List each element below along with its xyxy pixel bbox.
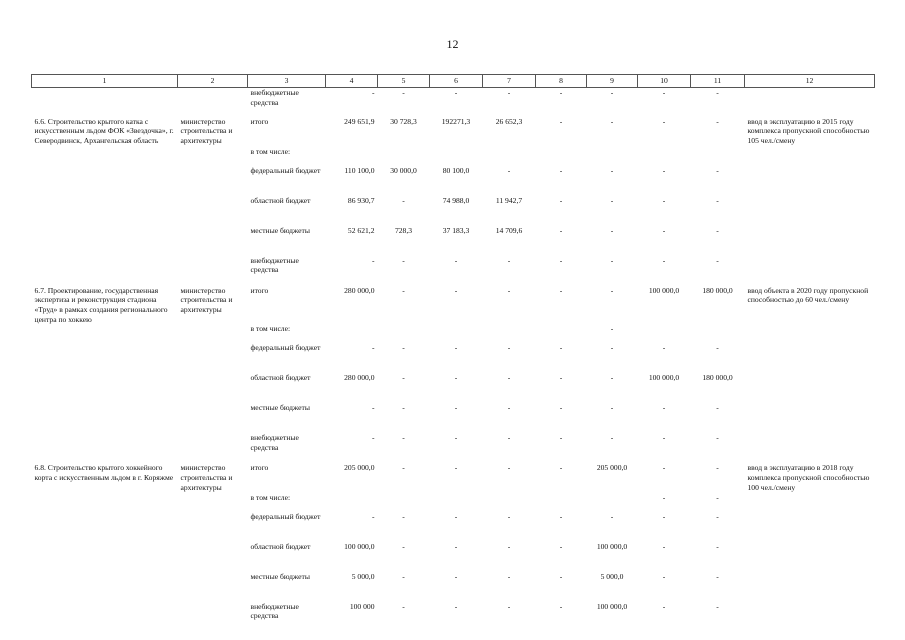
funding-source: внебюджетные средства bbox=[250, 255, 299, 275]
funding-source: федеральный бюджет bbox=[250, 343, 321, 353]
amount-cell: - bbox=[610, 343, 614, 353]
amount-cell: - bbox=[507, 403, 511, 413]
amount-cell: 100 000,0 bbox=[648, 373, 680, 383]
amount-cell: 52 621,2 bbox=[347, 225, 375, 235]
amount-cell: - bbox=[610, 116, 614, 126]
measure-name bbox=[32, 256, 178, 286]
measure-name bbox=[32, 542, 178, 572]
amount-cell: - bbox=[662, 195, 666, 205]
table-row bbox=[32, 373, 875, 403]
amount-cell: - bbox=[507, 255, 511, 265]
amount-cell: 80 100,0 bbox=[442, 165, 470, 175]
funding-source: местные бюджеты bbox=[250, 403, 310, 413]
table-row bbox=[32, 166, 875, 196]
funding-source: в том числе: bbox=[250, 324, 291, 334]
amount-cell: - bbox=[507, 88, 511, 97]
amount-cell: - bbox=[662, 433, 666, 443]
amount-cell: 74 988,0 bbox=[442, 195, 470, 205]
measure-name: 6.7. Проектирование, государственная экспертиза и реконструкция стадиона «Труд» в рамках создания регионального центра по хоккею bbox=[34, 285, 168, 324]
amount-cell: 100 000,0 bbox=[596, 541, 628, 551]
amount-cell: - bbox=[371, 88, 375, 97]
amount-cell: - bbox=[662, 541, 666, 551]
amount-cell: 110 100,0 bbox=[344, 165, 375, 175]
amount-cell: - bbox=[454, 601, 458, 611]
amount-cell: 14 709,6 bbox=[495, 225, 523, 235]
funding-source: итого bbox=[250, 116, 269, 126]
amount-cell: - bbox=[610, 433, 614, 443]
amount-cell: - bbox=[716, 88, 719, 97]
amount-cell bbox=[587, 493, 638, 512]
funding-source: в том числе: bbox=[250, 492, 291, 502]
table-row bbox=[32, 433, 875, 463]
amount-cell: - bbox=[507, 571, 511, 581]
funding-source: итого bbox=[250, 463, 269, 473]
measure-name bbox=[32, 343, 178, 373]
amount-cell: 728,3 bbox=[394, 225, 413, 235]
amount-cell: - bbox=[662, 225, 666, 235]
amount-cell: - bbox=[559, 571, 563, 581]
amount-cell: - bbox=[716, 403, 719, 413]
funding-source: в том числе: bbox=[250, 146, 291, 156]
table-row bbox=[32, 463, 875, 492]
amount-cell: - bbox=[402, 195, 405, 205]
amount-cell: - bbox=[454, 571, 458, 581]
amount-cell: - bbox=[507, 541, 511, 551]
measure-name bbox=[32, 433, 178, 463]
amount-cell: - bbox=[559, 195, 563, 205]
table-row bbox=[32, 493, 875, 512]
amount-cell: - bbox=[559, 285, 563, 295]
amount-cell bbox=[326, 147, 378, 166]
amount-cell: - bbox=[662, 255, 666, 265]
funding-source: областной бюджет bbox=[250, 373, 311, 383]
amount-cell: - bbox=[507, 511, 511, 521]
amount-cell: - bbox=[402, 88, 405, 97]
amount-cell: 5 000,0 bbox=[600, 571, 624, 581]
amount-cell: 180 000,0 bbox=[702, 373, 733, 383]
expected-result bbox=[745, 226, 875, 256]
amount-cell: - bbox=[559, 541, 563, 551]
amount-cell: - bbox=[610, 88, 614, 97]
amount-cell: - bbox=[610, 324, 614, 334]
expected-result bbox=[745, 196, 875, 226]
amount-cell: 26 652,3 bbox=[495, 116, 523, 126]
responsible-agency: министерство строительства и архитектуры bbox=[180, 463, 233, 492]
amount-cell: - bbox=[559, 463, 563, 473]
table-row bbox=[32, 324, 875, 343]
amount-cell bbox=[691, 147, 745, 166]
amount-cell: - bbox=[454, 403, 458, 413]
amount-cell: 37 183,3 bbox=[442, 225, 470, 235]
amount-cell: - bbox=[662, 116, 666, 126]
amount-cell: - bbox=[371, 511, 375, 521]
table-row bbox=[32, 572, 875, 602]
amount-cell: - bbox=[402, 511, 405, 521]
expected-result bbox=[745, 166, 875, 196]
amount-cell: 5 000,0 bbox=[351, 571, 375, 581]
amount-cell: - bbox=[454, 285, 458, 295]
measure-name bbox=[32, 512, 178, 542]
responsible-agency: министерство строительства и архитектуры bbox=[180, 285, 233, 314]
amount-cell: - bbox=[662, 343, 666, 353]
amount-cell: - bbox=[507, 373, 511, 383]
amount-cell: 249 651,9 bbox=[344, 116, 375, 126]
amount-cell: - bbox=[716, 116, 719, 126]
responsible-agency bbox=[178, 433, 248, 463]
measure-name bbox=[32, 373, 178, 403]
funding-source: итого bbox=[250, 285, 269, 295]
amount-cell: - bbox=[454, 343, 458, 353]
amount-cell bbox=[378, 147, 430, 166]
responsible-agency bbox=[178, 602, 248, 632]
expected-result bbox=[745, 147, 875, 166]
amount-cell: - bbox=[716, 225, 719, 235]
amount-cell: 30 728,3 bbox=[390, 116, 417, 126]
responsible-agency bbox=[178, 373, 248, 403]
amount-cell: 205 000,0 bbox=[596, 463, 628, 473]
header-cell: 11 bbox=[691, 75, 745, 88]
amount-cell: - bbox=[662, 165, 666, 175]
funding-source: местные бюджеты bbox=[250, 571, 310, 581]
table-row bbox=[32, 343, 875, 373]
amount-cell: - bbox=[610, 255, 614, 265]
measure-name: 6.6. Строительство крытого катка с искусственным льдом ФОК «Звездочка», г. Северодвинск, Архангельская область bbox=[34, 116, 174, 145]
page-number: 12 bbox=[446, 37, 459, 51]
table-body bbox=[32, 88, 875, 632]
header-cell: 5 bbox=[378, 75, 430, 88]
amount-cell: - bbox=[716, 195, 719, 205]
amount-cell bbox=[483, 493, 536, 512]
measure-name bbox=[32, 88, 178, 117]
table-row bbox=[32, 286, 875, 325]
amount-cell: - bbox=[507, 433, 511, 443]
amount-cell: 280 000,0 bbox=[344, 285, 375, 295]
responsible-agency bbox=[178, 403, 248, 433]
amount-cell: 280 000,0 bbox=[344, 373, 375, 383]
amount-cell: 100 000,0 bbox=[596, 601, 628, 611]
amount-cell: - bbox=[716, 433, 719, 443]
amount-cell bbox=[378, 493, 430, 512]
funding-source: внебюджетные средства bbox=[250, 88, 299, 107]
expected-result bbox=[745, 403, 875, 433]
amount-cell bbox=[638, 147, 691, 166]
amount-cell bbox=[691, 324, 745, 343]
expected-result bbox=[745, 373, 875, 403]
funding-source: федеральный бюджет bbox=[250, 165, 321, 175]
amount-cell: - bbox=[402, 403, 405, 413]
responsible-agency bbox=[178, 196, 248, 226]
table-row bbox=[32, 117, 875, 147]
amount-cell: - bbox=[716, 571, 719, 581]
responsible-agency bbox=[178, 493, 248, 512]
amount-cell: - bbox=[454, 373, 458, 383]
responsible-agency: министерство строительства и архитектуры bbox=[180, 116, 233, 145]
amount-cell: - bbox=[559, 343, 563, 353]
amount-cell: - bbox=[454, 463, 458, 473]
amount-cell bbox=[536, 493, 587, 512]
amount-cell: - bbox=[610, 285, 614, 295]
table-row bbox=[32, 512, 875, 542]
measure-name: 6.8. Строительство крытого хоккейного корта с искусственным льдом в г. Коряжме bbox=[34, 463, 174, 483]
amount-cell: - bbox=[507, 165, 511, 175]
amount-cell: - bbox=[559, 116, 563, 126]
expected-result bbox=[745, 343, 875, 373]
amount-cell: - bbox=[402, 571, 405, 581]
amount-cell: - bbox=[559, 225, 563, 235]
amount-cell: - bbox=[454, 433, 458, 443]
amount-cell: 86 930,7 bbox=[347, 195, 375, 205]
amount-cell: - bbox=[716, 463, 719, 473]
amount-cell bbox=[430, 324, 483, 343]
amount-cell: 100 000,0 bbox=[648, 285, 680, 295]
amount-cell: - bbox=[371, 403, 375, 413]
expected-result bbox=[745, 324, 875, 343]
amount-cell: - bbox=[610, 511, 614, 521]
measure-name bbox=[32, 602, 178, 632]
expected-result bbox=[745, 542, 875, 572]
amount-cell: - bbox=[402, 601, 405, 611]
amount-cell: - bbox=[402, 255, 405, 265]
header-cell: 3 bbox=[248, 75, 326, 88]
amount-cell: - bbox=[610, 373, 614, 383]
amount-cell: - bbox=[662, 88, 666, 97]
header-cell: 9 bbox=[587, 75, 638, 88]
header-cell: 10 bbox=[638, 75, 691, 88]
amount-cell: - bbox=[662, 463, 666, 473]
header-row bbox=[32, 75, 875, 88]
amount-cell: - bbox=[559, 255, 563, 265]
header-cell: 4 bbox=[326, 75, 378, 88]
amount-cell: 180 000,0 bbox=[702, 285, 733, 295]
table-row bbox=[32, 147, 875, 166]
funding-source: внебюджетные средства bbox=[250, 433, 299, 453]
measure-name bbox=[32, 166, 178, 196]
amount-cell: - bbox=[559, 373, 563, 383]
expected-result: ввод объекта в 2020 году пропускной способностью до 60 чел./смену bbox=[747, 285, 869, 305]
amount-cell: - bbox=[716, 492, 719, 502]
amount-cell: - bbox=[454, 88, 458, 97]
amount-cell bbox=[430, 147, 483, 166]
amount-cell: - bbox=[662, 511, 666, 521]
table-row bbox=[32, 226, 875, 256]
expected-result bbox=[745, 433, 875, 463]
amount-cell bbox=[483, 147, 536, 166]
amount-cell: - bbox=[507, 601, 511, 611]
responsible-agency bbox=[178, 324, 248, 343]
amount-cell: - bbox=[662, 403, 666, 413]
funding-source: местные бюджеты bbox=[250, 225, 310, 235]
funding-source: федеральный бюджет bbox=[250, 511, 321, 521]
amount-cell: - bbox=[371, 433, 375, 443]
amount-cell: - bbox=[402, 373, 405, 383]
amount-cell: - bbox=[559, 403, 563, 413]
amount-cell: - bbox=[507, 463, 511, 473]
amount-cell: - bbox=[610, 165, 614, 175]
measure-name bbox=[32, 572, 178, 602]
expected-result bbox=[745, 256, 875, 286]
expected-result bbox=[745, 88, 875, 117]
table-row bbox=[32, 256, 875, 286]
measure-name bbox=[32, 196, 178, 226]
table-row bbox=[32, 542, 875, 572]
amount-cell bbox=[430, 493, 483, 512]
responsible-agency bbox=[178, 256, 248, 286]
funding-source: внебюджетные средства bbox=[250, 601, 299, 621]
amount-cell: - bbox=[402, 433, 405, 443]
amount-cell: 100 000 bbox=[349, 601, 375, 611]
expected-result bbox=[745, 493, 875, 512]
responsible-agency bbox=[178, 343, 248, 373]
amount-cell bbox=[536, 324, 587, 343]
funding-source: областной бюджет bbox=[250, 541, 311, 551]
amount-cell: - bbox=[454, 255, 458, 265]
amount-cell: - bbox=[559, 601, 563, 611]
amount-cell: - bbox=[454, 541, 458, 551]
measure-name bbox=[32, 493, 178, 512]
responsible-agency bbox=[178, 542, 248, 572]
amount-cell bbox=[536, 147, 587, 166]
header-cell: 12 bbox=[745, 75, 875, 88]
measure-name bbox=[32, 226, 178, 256]
amount-cell: - bbox=[402, 541, 405, 551]
amount-cell: - bbox=[559, 511, 563, 521]
header-cell: 7 bbox=[483, 75, 536, 88]
amount-cell: - bbox=[610, 403, 614, 413]
expected-result: ввод в эксплуатацию в 2015 году комплекса пропускной способностью 105 чел./смену bbox=[747, 116, 870, 145]
measure-name bbox=[32, 324, 178, 343]
table-row bbox=[32, 602, 875, 632]
header-cell: 6 bbox=[430, 75, 483, 88]
amount-cell: 11 942,7 bbox=[495, 195, 523, 205]
amount-cell: - bbox=[371, 255, 375, 265]
amount-cell: - bbox=[716, 511, 719, 521]
responsible-agency bbox=[178, 512, 248, 542]
amount-cell: - bbox=[402, 343, 405, 353]
amount-cell: 100 000,0 bbox=[344, 541, 375, 551]
amount-cell: - bbox=[662, 571, 666, 581]
amount-cell: - bbox=[559, 433, 563, 443]
amount-cell: - bbox=[559, 165, 563, 175]
amount-cell: - bbox=[716, 165, 719, 175]
amount-cell bbox=[326, 324, 378, 343]
amount-cell: - bbox=[716, 601, 719, 611]
amount-cell: - bbox=[610, 225, 614, 235]
amount-cell: - bbox=[716, 541, 719, 551]
amount-cell: - bbox=[402, 285, 405, 295]
budget-table bbox=[31, 74, 875, 632]
measure-name bbox=[32, 147, 178, 166]
amount-cell: - bbox=[507, 285, 511, 295]
amount-cell bbox=[638, 324, 691, 343]
responsible-agency bbox=[178, 572, 248, 602]
table-row bbox=[32, 403, 875, 433]
amount-cell: 30 000,0 bbox=[390, 165, 417, 175]
amount-cell: - bbox=[559, 88, 563, 97]
amount-cell bbox=[326, 493, 378, 512]
amount-cell bbox=[587, 147, 638, 166]
amount-cell: - bbox=[507, 343, 511, 353]
expected-result bbox=[745, 572, 875, 602]
header-cell: 8 bbox=[536, 75, 587, 88]
amount-cell: 205 000,0 bbox=[344, 463, 375, 473]
funding-source: областной бюджет bbox=[250, 195, 311, 205]
amount-cell: - bbox=[716, 255, 719, 265]
expected-result bbox=[745, 602, 875, 632]
header-cell: 2 bbox=[178, 75, 248, 88]
responsible-agency bbox=[178, 88, 248, 117]
responsible-agency bbox=[178, 147, 248, 166]
amount-cell: - bbox=[662, 601, 666, 611]
amount-cell bbox=[378, 324, 430, 343]
amount-cell: - bbox=[716, 343, 719, 353]
table-row bbox=[32, 88, 875, 117]
amount-cell bbox=[483, 324, 536, 343]
amount-cell: - bbox=[402, 463, 405, 473]
header-cell: 1 bbox=[32, 75, 178, 88]
amount-cell: - bbox=[371, 343, 375, 353]
measure-name bbox=[32, 403, 178, 433]
amount-cell: - bbox=[610, 195, 614, 205]
expected-result bbox=[745, 512, 875, 542]
responsible-agency bbox=[178, 166, 248, 196]
expected-result: ввод в эксплуатацию в 2018 году комплекса пропускной способностью 100 чел./смену bbox=[747, 463, 870, 492]
responsible-agency bbox=[178, 226, 248, 256]
table-row bbox=[32, 196, 875, 226]
amount-cell: - bbox=[662, 492, 666, 502]
amount-cell: - bbox=[454, 511, 458, 521]
amount-cell: 192271,3 bbox=[441, 116, 471, 126]
